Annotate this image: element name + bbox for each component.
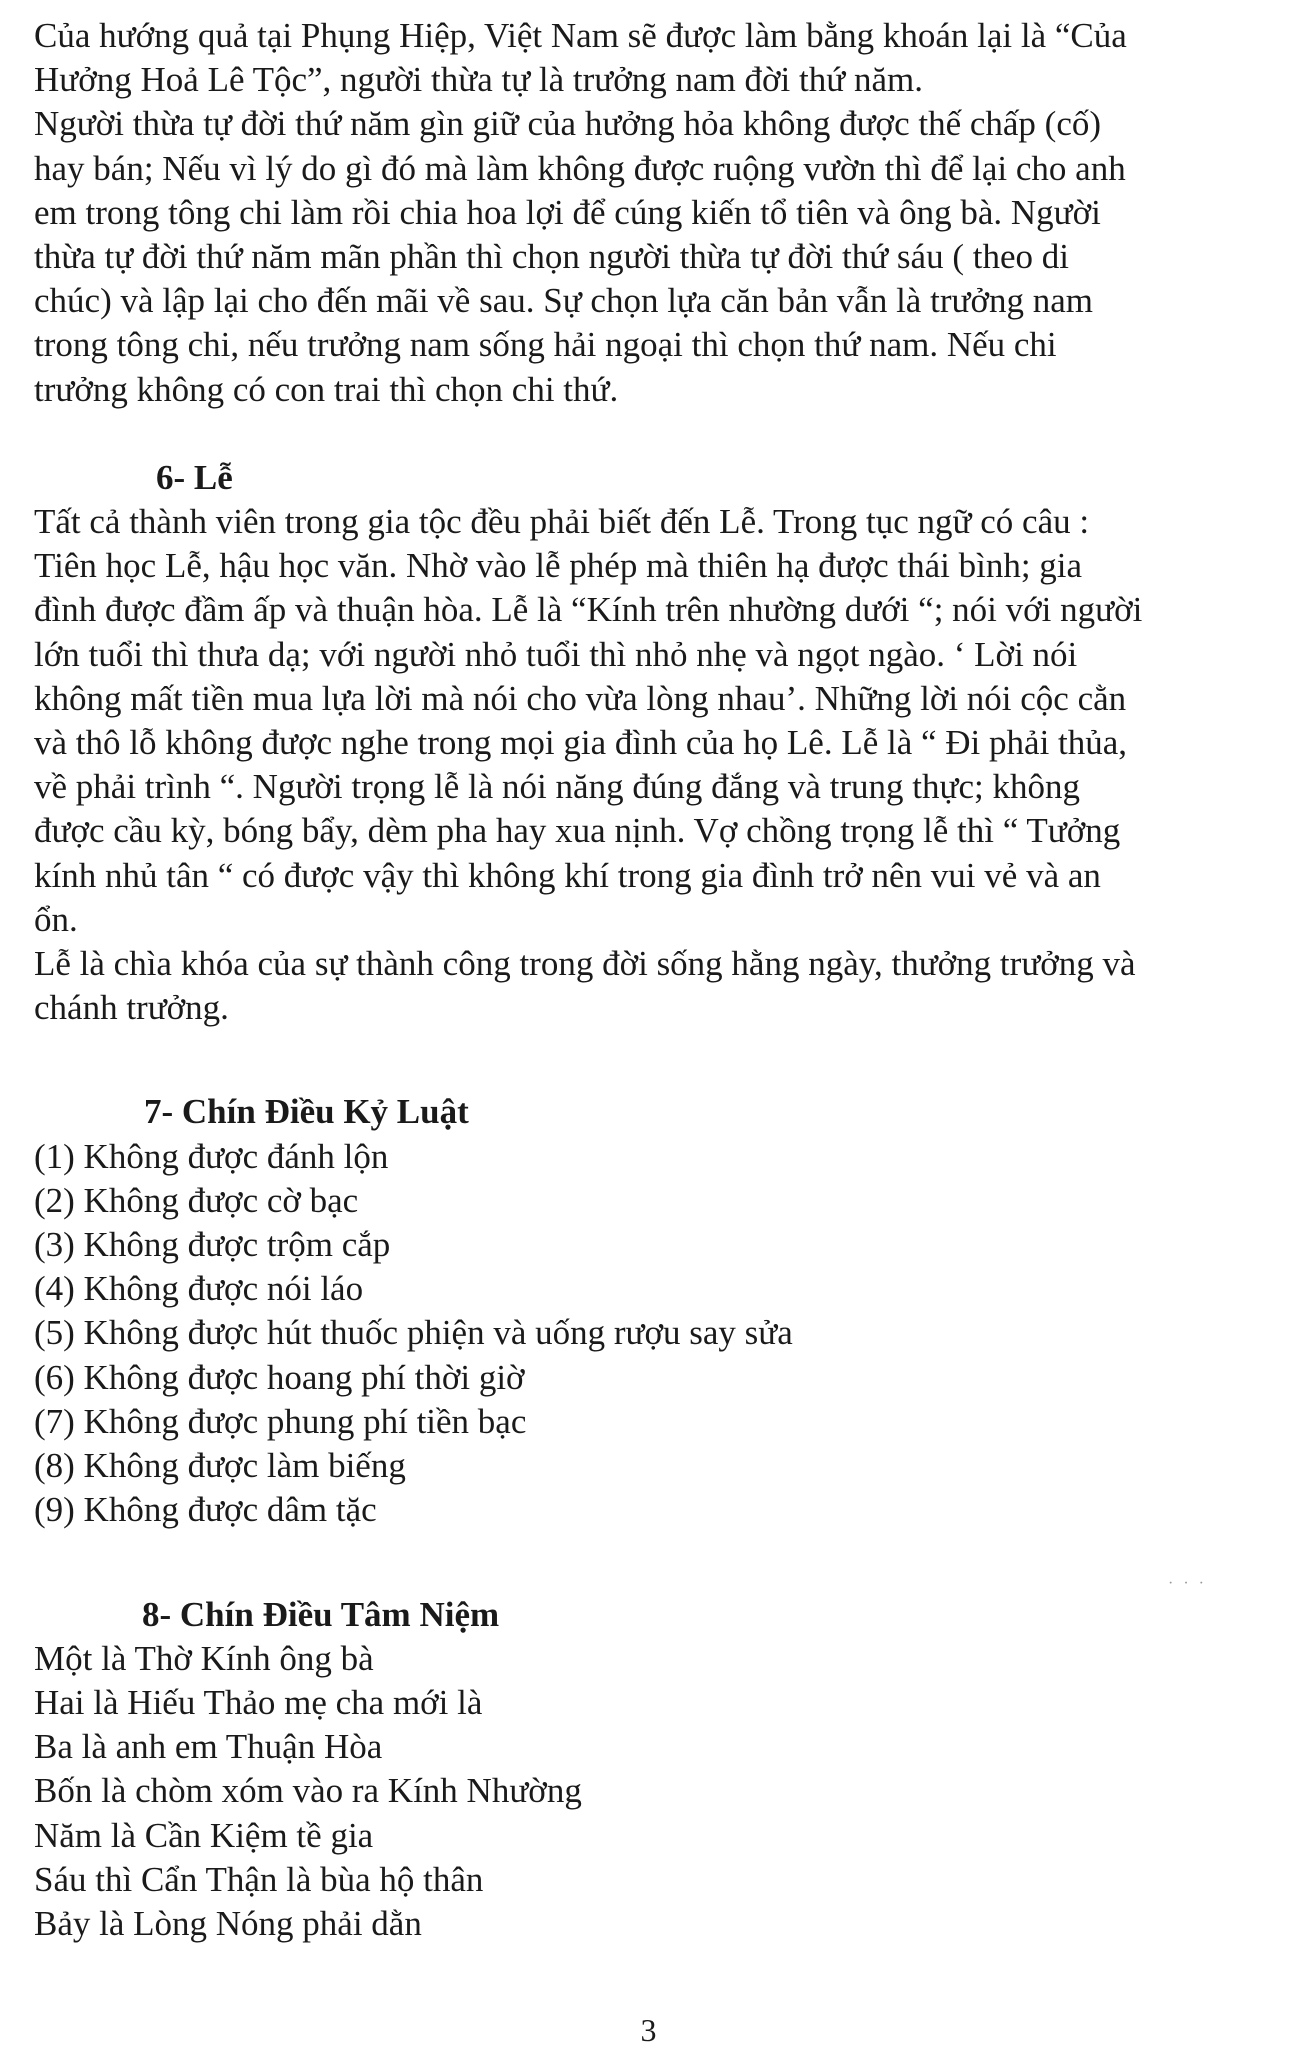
verse-line: Sáu thì Cẩn Thận là bùa hộ thân <box>34 1859 484 1899</box>
page-number: 3 <box>640 2012 657 2048</box>
text-line: Người thừa tự đời thứ năm gìn giữ của hưởng hỏa không được thế chấp (cố) <box>34 104 1102 144</box>
list-item: (8) Không được làm biếng <box>34 1446 406 1486</box>
spacer <box>34 1533 1274 1593</box>
list-item: (9) Không được dâm tặc <box>34 1490 377 1530</box>
section-nine-mindsets <box>34 1593 1274 1947</box>
text-line: trong tông chi, nếu trưởng nam sống hải ngoại thì chọn thứ nam. Nếu chi <box>34 325 1057 365</box>
section-nine-disciplines <box>34 1090 1274 1532</box>
text-line: chúc) và lập lại cho đến mãi về sau. Sự chọn lựa căn bản vẫn là trưởng nam <box>34 281 1093 321</box>
section-le <box>34 456 1274 1031</box>
text-line: không mất tiền mua lựa lời mà nói cho vừa lòng nhau’. Những lời nói cộc cằn <box>34 678 1127 718</box>
verse-line: Bảy là Lòng Nóng phải dằn <box>34 1903 422 1943</box>
text-line: em trong tông chi làm rồi chia hoa lợi để cúng kiến tổ tiên và ông bà. Người <box>34 192 1101 232</box>
section-heading: 6- Lễ <box>156 457 233 497</box>
text-line: chánh trưởng. <box>34 988 229 1028</box>
list-item: (6) Không được hoang phí thời giờ <box>34 1357 525 1397</box>
text-line: Tất cả thành viên trong gia tộc đều phải biết đến Lễ. Trong tục ngữ có câu : <box>34 502 1090 542</box>
text-line: về phải trình “. Người trọng lễ là nói năng đúng đắng và trung thực; không <box>34 767 1080 807</box>
list-item: (5) Không được hút thuốc phiện và uống rượu say sửa <box>34 1313 793 1353</box>
list-item: (1) Không được đánh lộn <box>34 1136 389 1176</box>
text-line: Tiên học Lễ, hậu học văn. Nhờ vào lễ phép mà thiên hạ được thái bình; gia <box>34 546 1083 586</box>
verse-line: Một là Thờ Kính ông bà <box>34 1638 374 1678</box>
text-line: kính nhủ tân “ có được vậy thì không khí trong gia đình trở nên vui vẻ và an <box>34 855 1101 895</box>
text-line: Của hướng quả tại Phụng Hiệp, Việt Nam sẽ được làm bằng khoán lại là “Của <box>34 16 1127 55</box>
list-item: (7) Không được phung phí tiền bạc <box>34 1401 527 1441</box>
list-item: (4) Không được nói láo <box>34 1269 364 1309</box>
list-item: (3) Không được trộm cắp <box>34 1225 391 1265</box>
intro-paragraph <box>34 14 1274 412</box>
text-line: thừa tự đời thứ năm mãn phần thì chọn người thừa tự đời thứ sáu ( theo di <box>34 237 1069 277</box>
section-heading: 7- Chín Điều Kỷ Luật <box>144 1092 469 1132</box>
text-line: được cầu kỳ, bóng bẩy, dèm pha hay xua nịnh. Vợ chồng trọng lễ thì “ Tưởng <box>34 811 1121 851</box>
text-line: đình được đầm ấp và thuận hòa. Lễ là “Kính trên nhường dưới “; nói với người <box>34 590 1143 630</box>
text-line: và thô lỗ không được nghe trong mọi gia đình của họ Lê. Lễ là “ Đi phải thủa, <box>34 723 1128 763</box>
list-item: (2) Không được cờ bạc <box>34 1180 359 1220</box>
text-line: hay bán; Nếu vì lý do gì đó mà làm không được ruộng vườn thì để lại cho anh <box>34 148 1126 188</box>
text-line: ổn. <box>34 899 78 939</box>
text-line: Hưởng Hoả Lê Tộc”, người thừa tự là trưởng nam đời thứ năm. <box>34 60 923 100</box>
spacer <box>34 412 1274 456</box>
section-heading: 8- Chín Điều Tâm Niệm <box>142 1594 500 1634</box>
document-page <box>34 14 1274 1946</box>
verse-line: Hai là Hiếu Thảo mẹ cha mới là <box>34 1682 483 1722</box>
text-line: Lễ là chìa khóa của sự thành công trong đời sống hằng ngày, thưởng trưởng và <box>34 944 1136 984</box>
scan-speck: · · · <box>1168 1575 1207 1592</box>
verse-line: Năm là Cần Kiệm tề gia <box>34 1815 374 1855</box>
text-line: lớn tuổi thì thưa dạ; với người nhỏ tuổi thì nhỏ nhẹ và ngọt ngào. ‘ Lời nói <box>34 634 1078 674</box>
verse-line: Bốn là chòm xóm vào ra Kính Nhường <box>34 1771 582 1811</box>
verse-line: Ba là anh em Thuận Hòa <box>34 1727 383 1767</box>
spacer <box>34 1030 1274 1090</box>
text-line: trưởng không có con trai thì chọn chi thứ. <box>34 369 619 409</box>
